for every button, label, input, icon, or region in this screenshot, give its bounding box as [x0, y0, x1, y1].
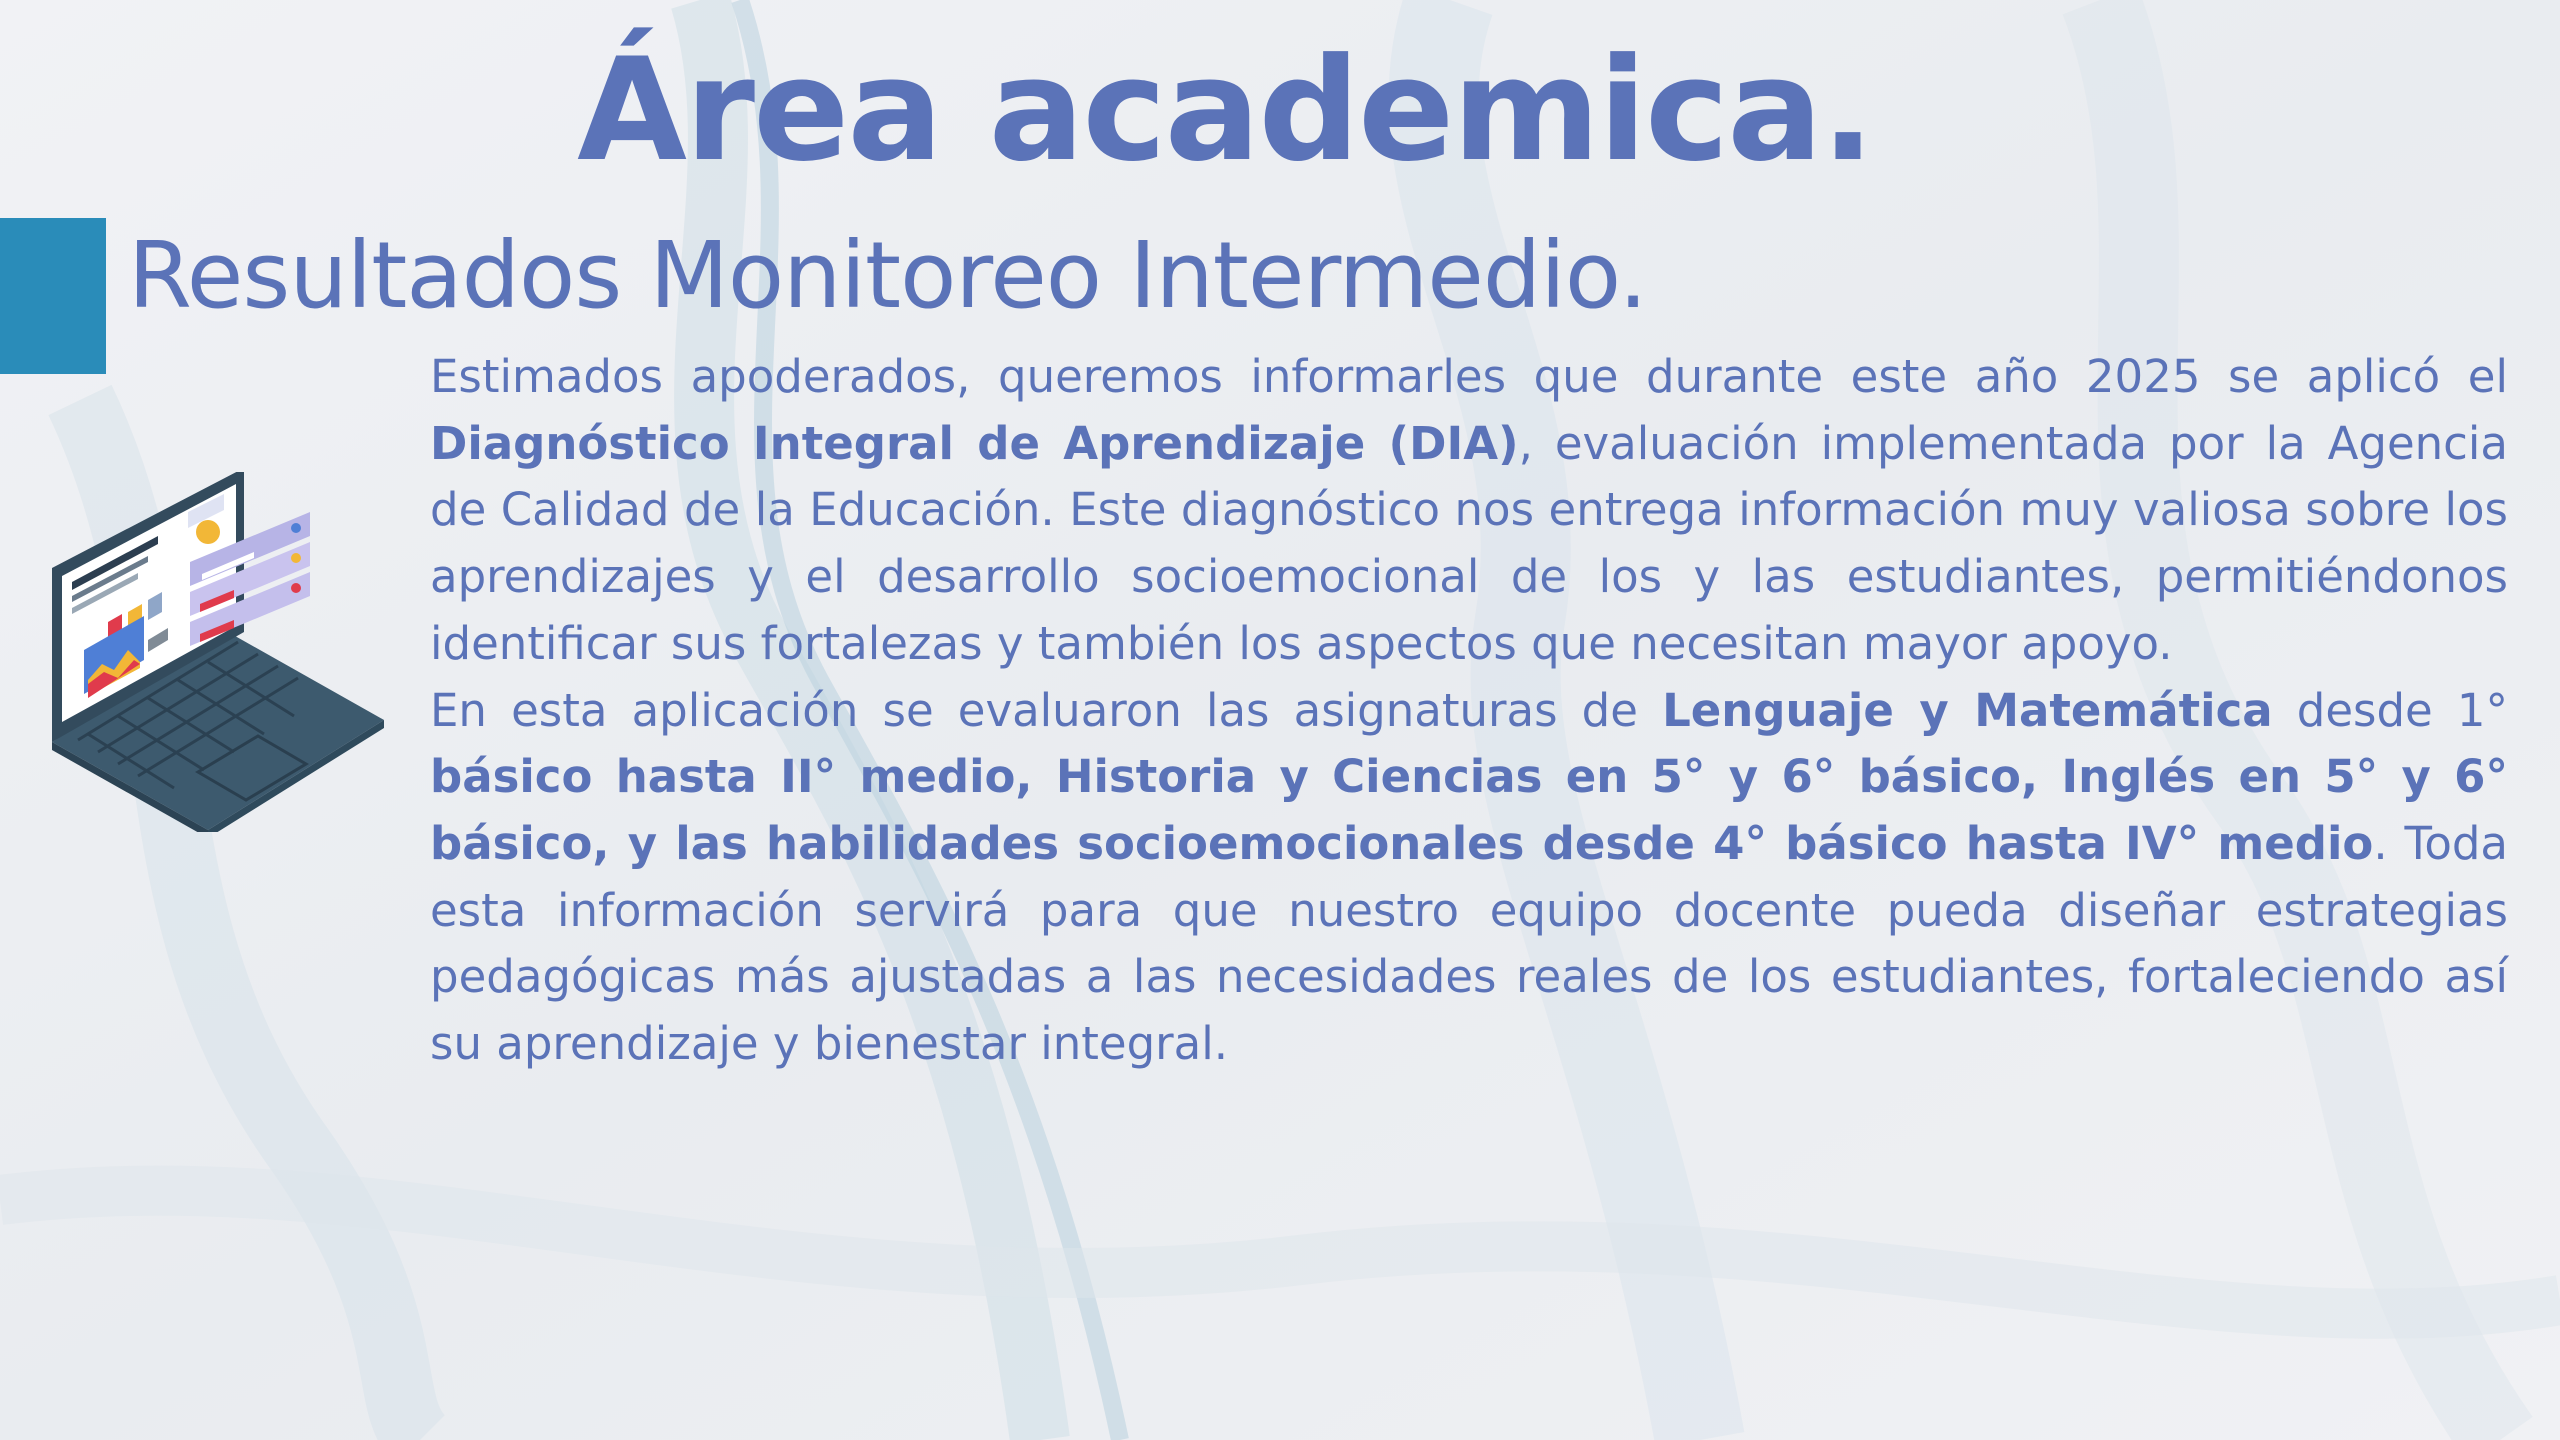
- paragraph-intro-text-end: , evaluación implementada por la Agencia de Calidad de la Educación. Este diagnóstico nos entrega información muy valiosa sobre los aprendizajes y el desarrollo socioemocional de los y las estudiantes, permitiéndonos identificar sus fortalezas y también los aspectos que necesitan mayor apoyo.: [430, 416, 2508, 670]
- subjects-highlight: Lenguaje y Matemática: [1662, 683, 2273, 737]
- paragraph-subjects-text: En esta aplicación se evaluaron las asignaturas de: [430, 683, 1663, 737]
- dia-highlight: Diagnóstico Integral de Aprendizaje (DIA): [430, 416, 1519, 470]
- paragraph-subjects: [430, 678, 2508, 1078]
- laptop-dashboard-icon: [48, 472, 388, 832]
- paragraph-intro: [430, 344, 2508, 678]
- paragraph-subjects-text-mid: desde 1°: [2272, 683, 2508, 737]
- paragraph-subjects-text-end: . Toda esta información servirá para que nuestro equipo docente pueda diseñar estrategias pedagógicas más ajustadas a las necesidades reales de los estudiantes, fortaleciendo así su aprendizaje y bienestar integral.: [430, 816, 2508, 1071]
- paragraph-intro-text: Estimados apoderados, queremos informarles que durante este año 2025 se aplicó el: [430, 350, 2508, 403]
- page-subtitle: Resultados Monitoreo Intermedio.: [128, 222, 1647, 329]
- accent-block: [0, 218, 106, 374]
- levels-highlight: básico hasta II° medio, Historia y Ciencias en 5° y 6° básico, Inglés en 5° y 6° básico, y las habilidades socioemocionales desde 4° básico hasta IV° medio: [430, 750, 2508, 870]
- page-title: Área academica.: [577, 28, 1873, 193]
- body-text: [430, 344, 2508, 1078]
